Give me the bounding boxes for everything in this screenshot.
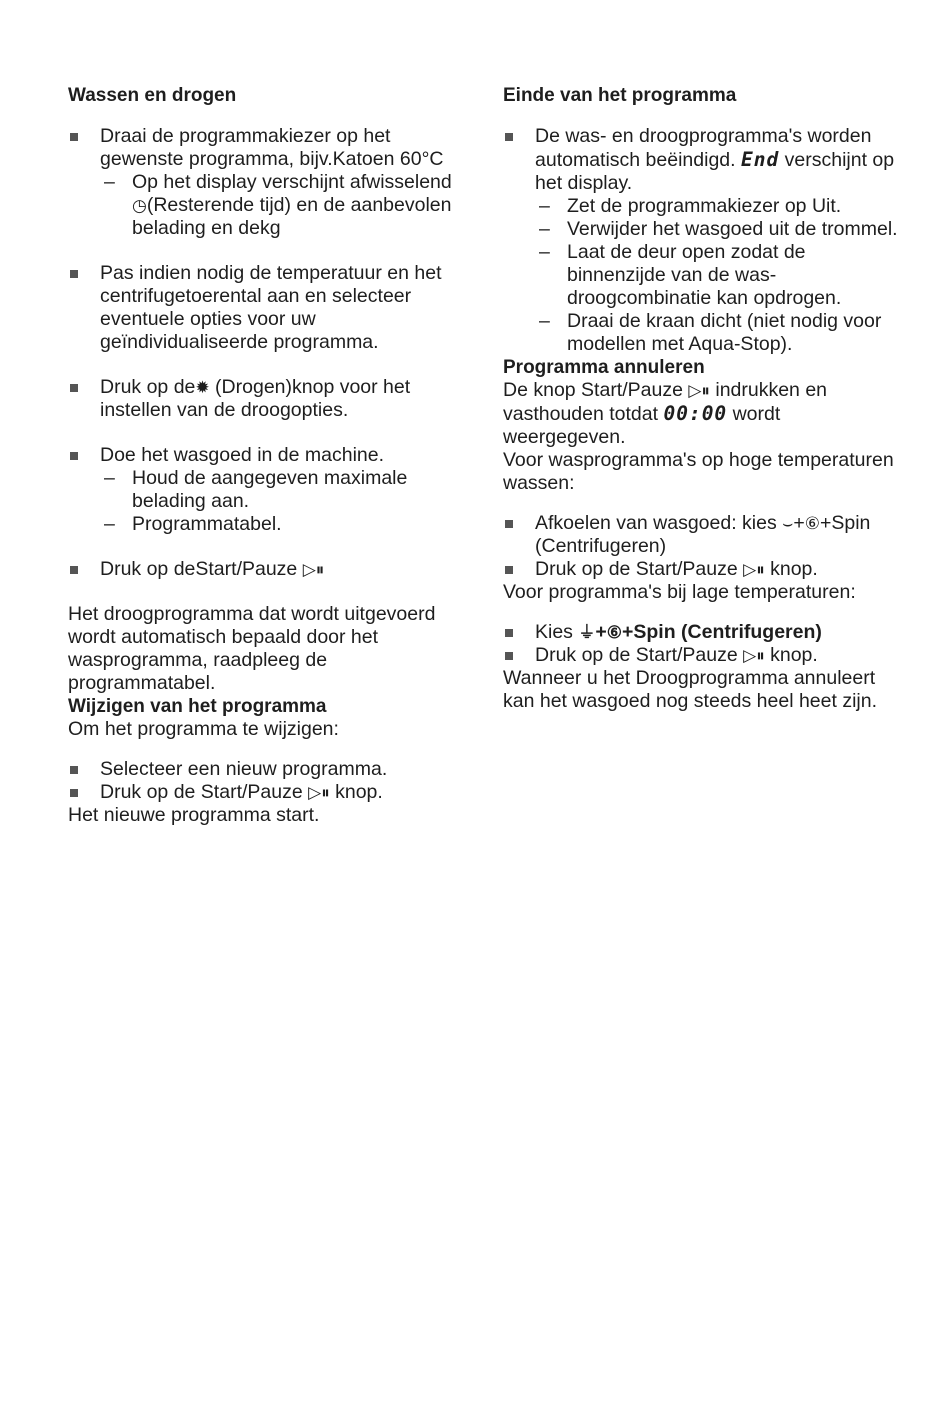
sub-list-item: – Houd de aangegeven maximale belading aan. <box>100 467 468 513</box>
section-heading-program-end: Einde van het programma <box>503 85 737 106</box>
step-text: Pas indien nodig de temperatuur en het centrifugetoerental aan en selecteer eventuele opties voor uw geïndividualiseerde programma. <box>100 262 442 353</box>
sub-list-item: – Draai de kraan dicht (niet nodig voor modellen met Aqua-Stop). <box>535 310 903 356</box>
step-text: Doe het wasgoed in de machine. <box>100 444 385 466</box>
step-text: knop. <box>329 781 383 803</box>
end-display-text: End <box>740 148 780 171</box>
sub-text: Op het display verschijnt afwisselend <box>132 171 452 193</box>
step-text: De was- en droogprogramma's worden automatisch beëindigd. <box>535 125 872 171</box>
start-pause-icon: ▷⏸ <box>308 783 330 802</box>
step-text: Druk op de Start/Pauze <box>100 781 309 803</box>
step-text: +Spin (Centrifugeren) <box>535 512 871 557</box>
drain-icon: ⏚ <box>578 623 596 642</box>
sub-list <box>100 171 468 240</box>
list-item <box>68 262 468 354</box>
step-text: (Drogen)knop voor het instellen van de droogopties. <box>100 376 411 421</box>
change-program-steps <box>68 758 468 804</box>
hot-laundry-warning: Wanneer u het Droogprogramma annuleert kan het wasgoed nog steeds heel heet zijn. <box>503 667 878 712</box>
list-item <box>503 558 903 581</box>
high-temp-steps <box>503 512 903 581</box>
spin-icon: ⑥ <box>606 623 622 642</box>
sub-list-item: – Laat de deur open zodat de binnenzijde van de was-droogcombinatie kan opdrogen. <box>535 241 903 310</box>
para-text: De knop Start/Pauze <box>503 379 689 401</box>
step-text: Kies <box>535 621 579 643</box>
display-zero-text: 00:00 <box>663 402 728 425</box>
sub-text: (Resterende tijd) en de aanbevolen belading en dekg <box>132 194 452 239</box>
list-item <box>68 444 468 536</box>
list-item <box>503 644 903 667</box>
list-item: Afkoelen van wasgoed: kies ⌣+⑥+Spin (Centrifugeren) <box>503 512 903 558</box>
low-temp-steps <box>503 621 903 667</box>
right-column <box>503 84 903 713</box>
step-text: knop. <box>764 644 818 666</box>
left-column <box>68 84 468 827</box>
list-item <box>68 781 468 804</box>
new-program-start-note: Het nieuwe programma start. <box>68 804 320 826</box>
para-text: indrukken en vasthouden totdat <box>503 379 828 425</box>
step-text: Druk op de Start/Pauze <box>535 558 744 580</box>
step-text: Druk op deStart/Pauze <box>100 558 303 580</box>
sub-list-item: – Programmatabel. <box>100 513 468 536</box>
spin-icon: ⑥ <box>804 514 820 533</box>
wash-dry-steps <box>68 125 468 581</box>
sub-list <box>535 195 903 356</box>
change-program-intro: Om het programma te wijzigen: <box>68 718 339 740</box>
step-text: Afkoelen van wasgoed: kies <box>535 512 783 534</box>
low-temp-intro: Voor programma's bij lage temperaturen: <box>503 581 856 603</box>
list-item <box>68 376 468 422</box>
list-item: Kies ⏚+⑥+Spin (Centrifugeren) <box>503 621 903 644</box>
clock-icon: ◷ <box>132 196 147 215</box>
dry-program-note: Het droogprogramma dat wordt uitgevoerd wordt automatisch bepaald door het wasprogramma, raadpleeg de programmatabel. <box>68 603 436 694</box>
list-item: Selecteer een nieuw programma. <box>68 758 468 781</box>
start-pause-icon: ▷⏸ <box>743 646 765 665</box>
start-pause-icon: ▷⏸ <box>688 381 710 400</box>
section-heading-change-program: Wijzigen van het programma <box>68 696 327 717</box>
list-item <box>68 125 468 240</box>
para-text: wordt weergegeven. <box>503 403 781 448</box>
rinse-icon: ⌣ <box>782 514 794 533</box>
section-heading-cancel-program: Programma annuleren <box>503 357 705 378</box>
sub-list <box>100 467 468 536</box>
step-text: knop. <box>764 558 818 580</box>
section-heading-wash-dry: Wassen en drogen <box>68 85 237 106</box>
start-pause-icon: ▷⏸ <box>743 560 765 579</box>
start-pause-icon: ▷⏸ <box>302 560 325 579</box>
program-end-steps <box>503 125 903 356</box>
cancel-instruction <box>503 379 903 449</box>
high-temp-intro: Voor wasprogramma's op hoge temperaturen wassen: <box>503 449 894 494</box>
step-text: Druk op de <box>100 376 196 398</box>
list-item <box>68 558 468 581</box>
step-text: Draai de programmakiezer op het gewenste programma, bijv.Katoen 60°C <box>100 125 444 170</box>
step-text: verschijnt op het display. <box>535 149 895 194</box>
dry-icon: ✹ <box>195 378 210 397</box>
sub-list-item: – Verwijder het wasgoed uit de trommel. <box>535 218 903 241</box>
step-text: Druk op de Start/Pauze <box>535 644 744 666</box>
sub-list-item <box>100 171 468 240</box>
sub-list-item: – Zet de programmakiezer op Uit. <box>535 195 903 218</box>
step-text: +Spin (Centrifugeren) <box>622 621 822 643</box>
list-item <box>503 125 903 356</box>
